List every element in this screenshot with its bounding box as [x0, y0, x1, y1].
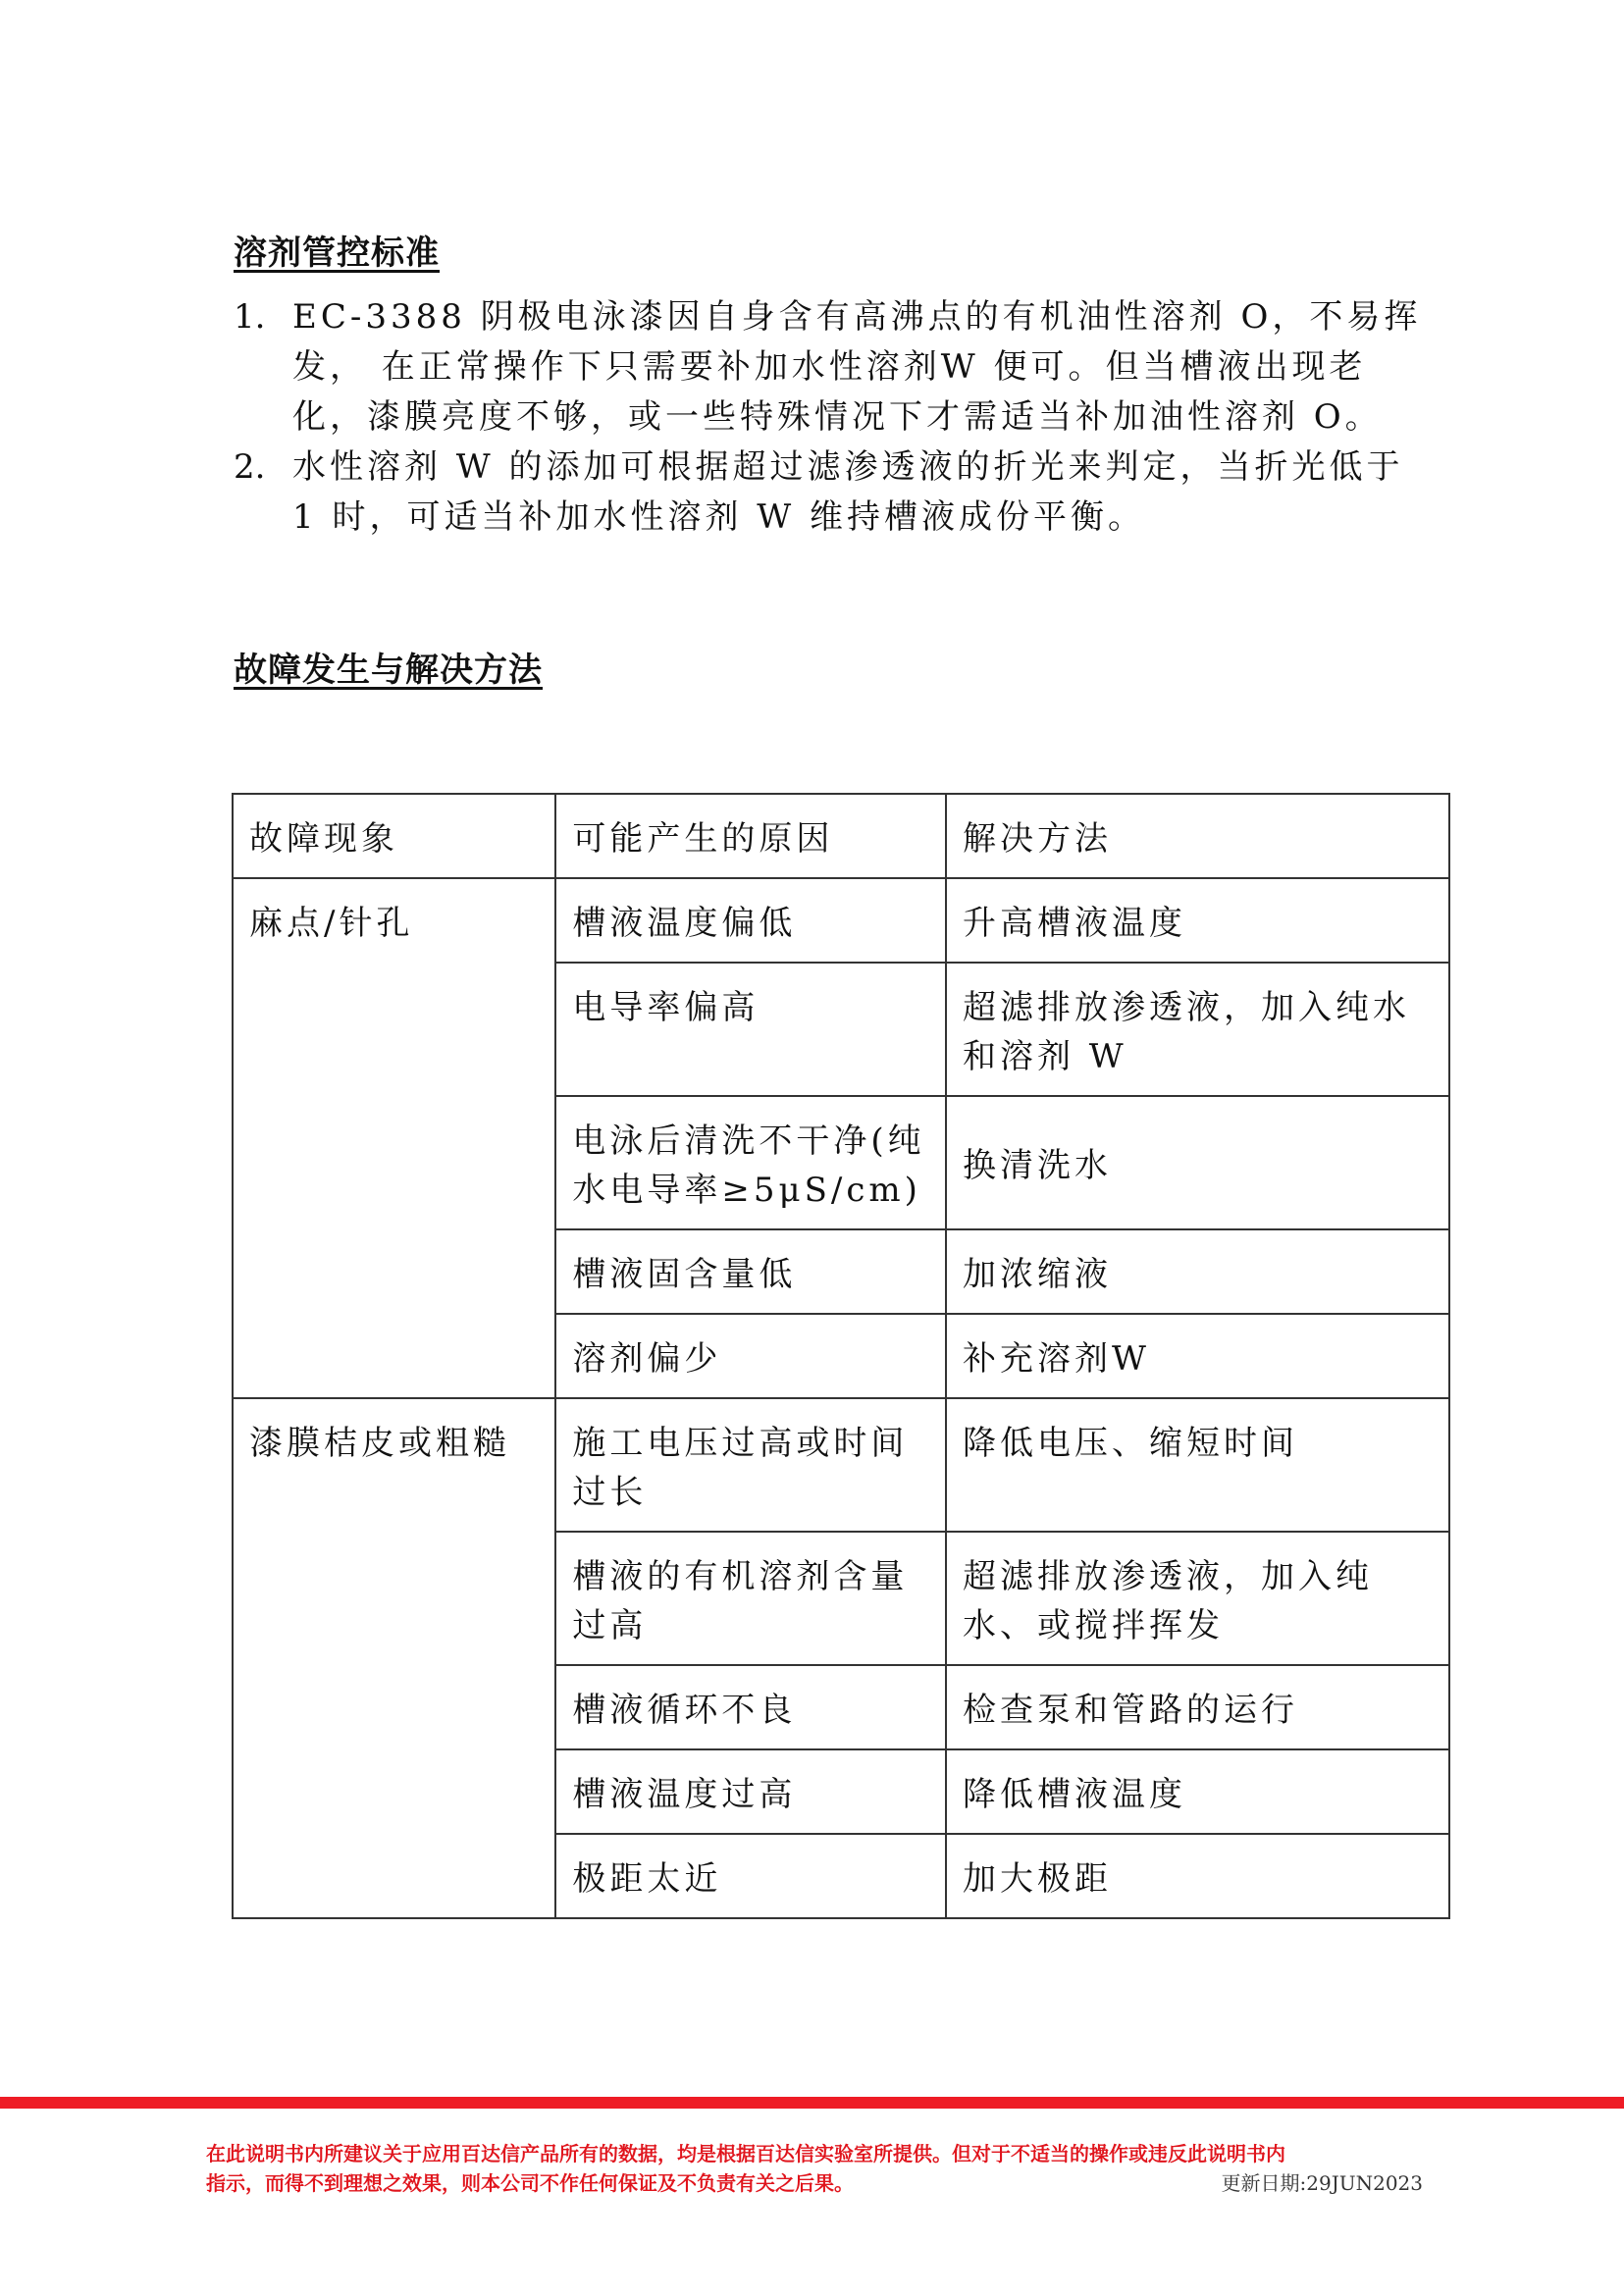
cause-cell: 极距太近	[555, 1834, 946, 1918]
solution-cell: 超滤排放渗透液，加入纯水、或搅拌挥发	[946, 1532, 1449, 1665]
cause-cell: 电导率偏高	[555, 963, 946, 1096]
cause-cell: 槽液的有机溶剂含量过高	[555, 1532, 946, 1665]
list-item-number: 2.	[234, 447, 266, 487]
table-header-row	[233, 794, 1449, 878]
footer	[206, 2139, 1423, 2198]
disclaimer-line-1: 在此说明书内所建议关于应用百达信产品所有的数据，均是根据百达信实验室所提供。但对于不适当的操作或违反此说明书内	[206, 2142, 1285, 2165]
table-row	[233, 1398, 1449, 1532]
footer-divider	[0, 2097, 1624, 2109]
solvent-control-list	[234, 292, 1436, 543]
header-solution: 解决方法	[946, 794, 1449, 878]
cause-cell: 槽液温度过高	[555, 1749, 946, 1834]
list-item-number: 1.	[234, 297, 266, 337]
cause-cell: 槽液循环不良	[555, 1665, 946, 1749]
cause-cell: 电泳后清洗不干净(纯水电导率≥5μS/cm)	[555, 1096, 946, 1229]
solution-cell: 加大极距	[946, 1834, 1449, 1918]
update-date: 更新日期:29JUN2023	[1221, 2171, 1423, 2195]
list-item-text: EC-3388 阴极电泳漆因自身含有高沸点的有机油性溶剂 O，不易挥发， 在正常操作下只需要补加水性溶剂W 便可。但当槽液出现老化，漆膜亮度不够，或一些特殊情况下才需适当补加油性溶剂 O。	[292, 297, 1422, 437]
solution-cell: 降低槽液温度	[946, 1749, 1449, 1834]
solution-cell: 换清洗水	[946, 1096, 1449, 1229]
solution-cell: 加浓缩液	[946, 1229, 1449, 1314]
cause-cell: 槽液温度偏低	[555, 878, 946, 963]
header-cause: 可能产生的原因	[555, 794, 946, 878]
solution-cell: 降低电压、缩短时间	[946, 1398, 1449, 1532]
solution-cell: 超滤排放渗透液，加入纯水和溶剂 W	[946, 963, 1449, 1096]
disclaimer-line-2: 指示，而得不到理想之效果，则本公司不作任何保证及不负责有关之后果。	[206, 2171, 854, 2195]
header-symptom: 故障现象	[233, 794, 555, 878]
symptom-cell: 漆膜桔皮或粗糙	[233, 1398, 555, 1918]
cause-cell: 溶剂偏少	[555, 1314, 946, 1398]
table-row	[233, 878, 1449, 963]
solvent-control-heading: 溶剂管控标准	[234, 234, 440, 273]
list-item-text: 水性溶剂 W 的添加可根据超过滤渗透液的折光来判定，当折光低于 1 时，可适当补加水性溶剂 W 维持槽液成份平衡。	[292, 447, 1404, 537]
cause-cell: 槽液固含量低	[555, 1229, 946, 1314]
list-item	[234, 443, 1436, 543]
solution-cell: 检查泵和管路的运行	[946, 1665, 1449, 1749]
list-item	[234, 292, 1436, 443]
solution-cell: 升高槽液温度	[946, 878, 1449, 963]
cause-cell: 施工电压过高或时间过长	[555, 1398, 946, 1532]
footer-line-2	[206, 2168, 1423, 2198]
fault-table	[232, 793, 1450, 1919]
fault-solution-heading: 故障发生与解决方法	[234, 651, 543, 690]
symptom-cell: 麻点/针孔	[233, 878, 555, 1398]
solution-cell: 补充溶剂W	[946, 1314, 1449, 1398]
